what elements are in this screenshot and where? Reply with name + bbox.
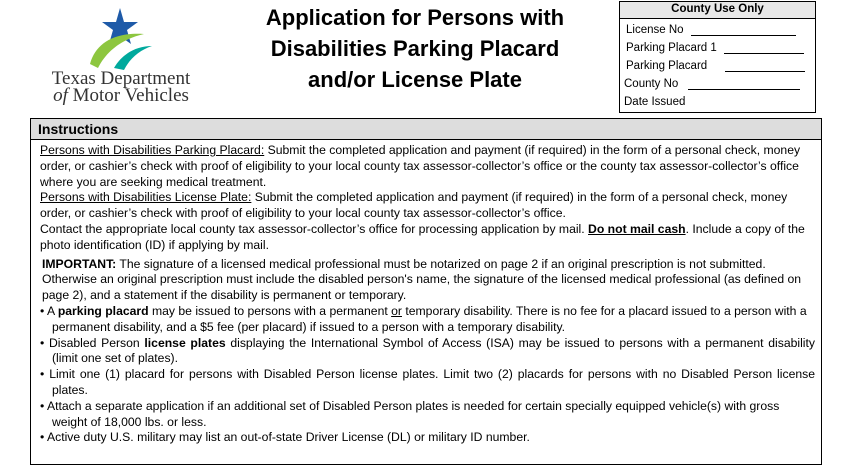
logo-line1: Texas Department xyxy=(51,68,191,89)
important-label: IMPORTANT: xyxy=(42,256,117,271)
placard2-row xyxy=(626,60,805,72)
logo-of: of xyxy=(53,85,68,106)
bullet1-b: may be issued to persons with a permanent xyxy=(148,303,392,318)
bullet1-a: A xyxy=(46,303,58,318)
bullet-placard: • A parking placard may be issued to persons with a permanent or temporary disability. There is no fee for a placard issued to a person with a permanent disability, and a $5 fee (per placard) if issued to a person with a temporary disability. xyxy=(40,303,807,334)
bullet2-bold: license plates xyxy=(144,335,226,350)
star-swoosh-icon xyxy=(44,6,194,72)
bullet1-bold: parking placard xyxy=(57,303,149,318)
logo-line2 xyxy=(46,87,196,104)
bullet2-b: displaying the International Symbol of Access (ISA) may be issued to persons with a permanent disability (limit one set of plates). xyxy=(52,335,815,366)
bullet5-text: Active duty U.S. military may list an out-of-state Driver License (DL) or military ID number. xyxy=(46,430,530,445)
county-use-box xyxy=(619,1,816,113)
title-line1: Application for Persons with xyxy=(265,5,565,30)
instructions-header: Instructions xyxy=(31,119,821,140)
license-no-row xyxy=(626,24,796,36)
bullet-attach: • Attach a separate application if an additional set of Disabled Person plates is needed for certain specially equipped vehicle(s) with gross weight of 18,000 lbs. or less. xyxy=(40,398,780,429)
mail-paragraph xyxy=(40,222,815,254)
county-use-header: County Use Only xyxy=(620,2,815,19)
mail-text-a: Contact the appropriate local county tax assessor-collector’s office for processing application by mail. xyxy=(40,221,589,236)
bullet-military: • Active duty U.S. military may list an out-of-state Driver License (DL) or military ID number. xyxy=(40,430,530,445)
placard1-label: Parking Placard 1 xyxy=(626,42,717,54)
important-text: The signature of a licensed medical professional must be notarized on page 2 if an original prescription is not submitted. Otherwise an original prescription must include the disabled person's name, the signature of the licensed medical professional (as defined on page 2), and a statement if the disability is permanent or temporary. xyxy=(42,256,802,303)
do-not-mail-cash: Do not mail cash xyxy=(588,221,686,236)
bullet-plates: • Disabled Person license plates displaying the International Symbol of Access (ISA) may be issued to persons with a permanent disability (limit one set of plates). xyxy=(40,335,815,366)
license-no-field[interactable] xyxy=(691,25,796,36)
bullet4-text: Attach a separate application if an additional set of Disabled Person plates is needed for certain specially equipped vehicle(s) with gross weight of 18,000 lbs. or less. xyxy=(46,398,780,429)
county-no-row xyxy=(624,78,800,90)
bullet-limit: • Limit one (1) placard for persons with Disabled Person license plates. Limit two (2) placards for persons with no Disabled Person license plates. xyxy=(40,367,815,397)
important-paragraph xyxy=(40,257,815,304)
placard-paragraph xyxy=(40,143,815,190)
placard2-field[interactable] xyxy=(725,61,805,72)
logo-motor-vehicles: Motor Vehicles xyxy=(67,85,189,106)
form-title xyxy=(250,2,580,95)
date-issued-field[interactable] xyxy=(693,97,811,108)
bullet3-text: Limit one (1) placard for persons with Disabled Person license plates. Limit two (2) placards for persons with no Disabled Person license plates. xyxy=(49,367,815,397)
bullet1-or: or xyxy=(391,303,402,318)
plate-paragraph xyxy=(40,190,815,222)
county-no-label: County No xyxy=(624,78,679,90)
title-line3: and/or License Plate xyxy=(308,67,522,92)
mail-text-b: . Include a copy of the photo identification (ID) if applying by mail. xyxy=(40,221,805,252)
bullet1-c: temporary disability. There is no fee for a placard issued to a person with a permanent disability, and a $5 fee (per placard) if issued to a person with a temporary disability. xyxy=(52,303,807,334)
placard1-field[interactable] xyxy=(724,43,804,54)
plate-heading: Persons with Disabilities License Plate: xyxy=(40,190,252,205)
placard-heading: Persons with Disabilities Parking Placard: xyxy=(40,143,265,157)
instructions-body xyxy=(40,143,815,446)
bullet2-a: Disabled Person xyxy=(48,335,145,350)
instructions-section xyxy=(30,118,822,465)
title-line2: Disabilities Parking Placard xyxy=(270,36,560,61)
logo-wordmark xyxy=(46,70,196,104)
plate-text: Submit the completed application and payment (if required) in the form of a personal check, money order, or cashier’s check with proof of eligibility to your local county tax assessor-collector’s office. xyxy=(40,190,788,221)
placard2-label: Parking Placard xyxy=(626,60,708,72)
county-no-field[interactable] xyxy=(688,79,800,90)
placard1-row xyxy=(626,42,804,54)
date-issued-row xyxy=(624,96,811,108)
license-no-label: License No xyxy=(626,24,684,36)
date-issued-label: Date Issued xyxy=(624,96,686,108)
placard-text: Submit the completed application and payment (if required) in the form of a personal check, money order, or cashier’s check with proof of eligibility to your local county tax assessor-collector’s office or the county tax assessor-collector’s office where you are seeking medical treatment. xyxy=(40,143,801,189)
